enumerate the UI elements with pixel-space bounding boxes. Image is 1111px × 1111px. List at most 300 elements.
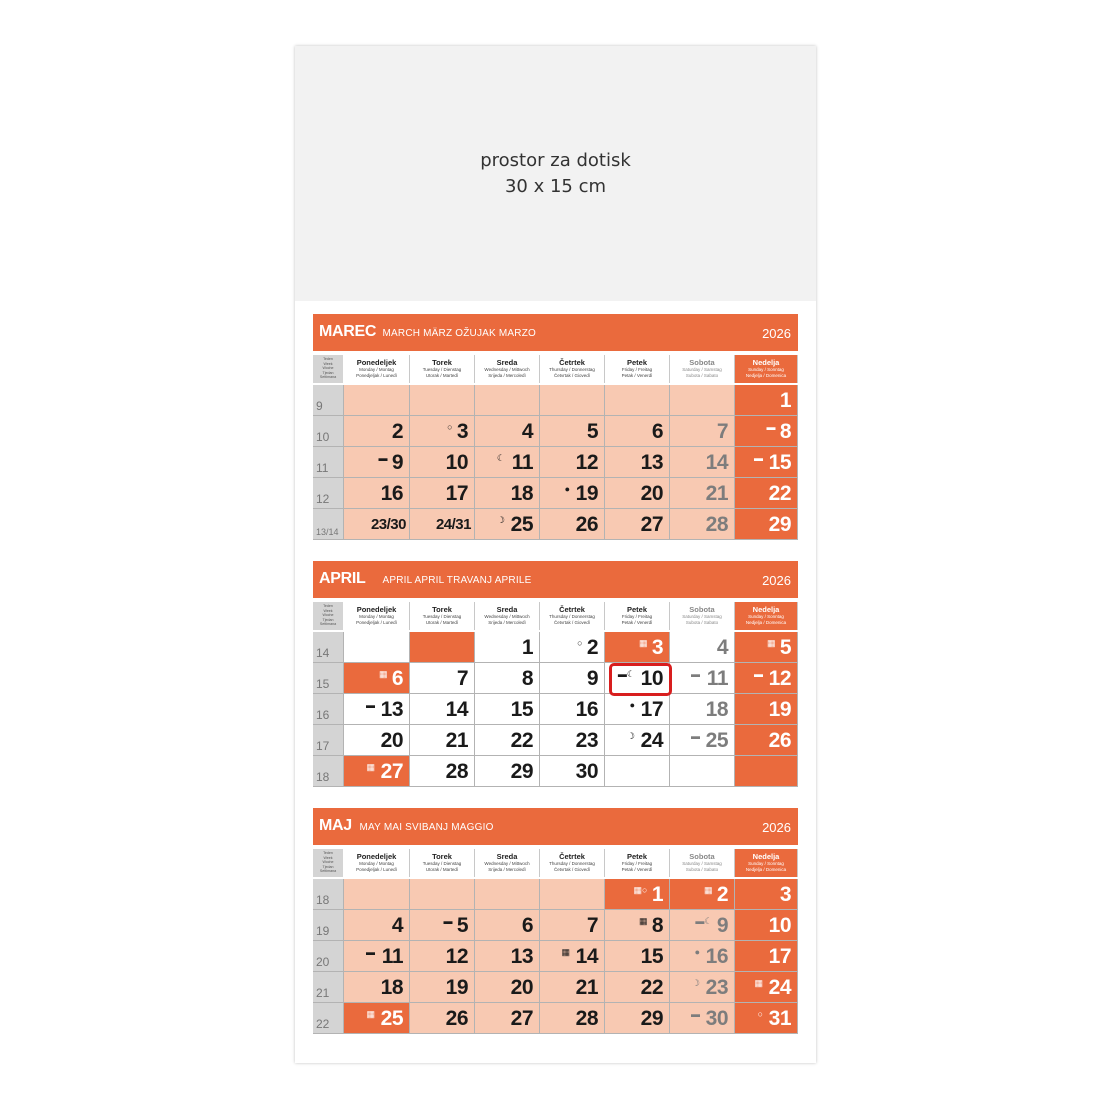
week-column-header [313,602,343,630]
day-cell[interactable] [670,910,735,941]
day-cell[interactable] [735,725,798,756]
week-header-label: Tjedan [322,370,334,375]
day-cell[interactable] [475,1003,540,1034]
weekday-translation: Sunday / Sonntag [748,367,784,372]
weekday-translation: Nedjelja / Domenica [745,620,787,625]
day-cell[interactable] [540,632,605,663]
weekday-header-1 [344,602,410,630]
moon-phase-icon: ▬ [378,453,388,463]
weekday-translation: Ponedjeljak / Lunedì [356,620,397,625]
day-cell[interactable] [410,385,475,416]
day-cell[interactable] [670,385,735,416]
weekday-translation: Srijeda / Mercoledì [488,373,526,378]
day-cell[interactable] [344,416,410,447]
weekday-translation: Friday / Freitag [621,861,653,866]
week-header-label: Teden [323,357,333,361]
day-cell[interactable] [670,725,735,756]
day-cell[interactable] [605,509,670,540]
day-number: 30 [705,1007,728,1030]
week-header-label: Week [323,608,333,613]
week-number-label: 21 [316,986,330,1000]
moon-phase-icon: ☽ [626,731,635,741]
month-translations: MARCH MÄRZ OŽUJAK MARZO [382,328,536,339]
day-cell[interactable] [605,910,670,941]
weekday-translation: Nedjelja / Domenica [745,867,787,872]
day-cell[interactable] [670,632,735,663]
day-number: 27 [380,760,403,783]
day-cell[interactable] [540,416,605,447]
weekday-header-1 [344,355,410,383]
day-cell[interactable] [605,756,670,787]
day-cell[interactable] [605,385,670,416]
week-header-label: Woche [322,613,334,617]
weekday-name: Sreda [496,358,518,367]
day-cell[interactable] [605,725,670,756]
weekday-header-5 [605,849,670,877]
day-cell[interactable] [605,632,670,663]
day-number: 5 [456,914,468,937]
day-cell[interactable] [605,941,670,972]
day-number: 4 [391,914,403,937]
day-cell[interactable] [410,725,475,756]
holiday-icon: ▦ [754,978,763,988]
day-number: 28 [445,760,468,783]
moon-phase-icon: ☽ [496,515,505,525]
day-cell[interactable] [735,879,798,910]
weekday-translation: Utorak / Martedì [425,620,459,625]
day-cell[interactable] [605,972,670,1003]
day-cell[interactable] [475,632,540,663]
weekday-name: Ponedeljek [356,358,397,367]
day-number: 29 [510,760,533,783]
day-cell[interactable] [410,416,475,447]
moon-phase-icon: ▬☾ [695,916,713,926]
day-number: 27 [640,513,663,536]
day-number: 22 [640,976,663,999]
weekday-name: Torek [432,852,452,861]
day-cell[interactable] [344,725,410,756]
day-cell[interactable] [344,632,410,663]
weekday-translation: Četvrtak / Giovedì [553,373,590,378]
day-cell[interactable] [475,663,540,694]
day-cell[interactable] [344,972,410,1003]
day-cell[interactable] [735,416,798,447]
weekday-translation: Tuesday / Dienstag [422,367,462,372]
day-number: 25 [510,513,533,536]
moon-phase-icon: ▦○ [633,885,648,895]
day-number: 23/30 [370,516,406,533]
week-number-label: 10 [316,430,330,444]
moon-phase-icon: ○ [447,422,453,432]
weekday-name: Petek [626,852,647,861]
weekday-translation: Monday / Montag [359,367,394,372]
week-number-label: 18 [316,770,330,784]
day-cell[interactable] [344,447,410,478]
month-name: APRIL [319,570,366,587]
weekday-translation: Saturday / Samstag [682,367,722,372]
moon-phase-icon: ○ [577,638,583,648]
day-cell[interactable] [344,385,410,416]
day-number: 26 [575,513,598,536]
day-cell[interactable] [670,879,735,910]
month-name: MAJ [319,817,352,834]
day-number: 1 [521,636,533,659]
day-cell[interactable] [475,756,540,787]
calendar-sheet [295,46,816,1063]
day-number: 12 [768,667,791,690]
day-cell[interactable] [540,972,605,1003]
day-number: 3 [456,420,468,443]
day-cell[interactable] [540,663,605,694]
day-cell[interactable] [475,972,540,1003]
week-column-header [313,849,343,877]
today-highlight [609,663,672,696]
day-cell[interactable] [605,1003,670,1034]
day-cell[interactable] [344,478,410,509]
month-name: MAREC [319,323,377,340]
day-cell[interactable] [735,478,798,509]
week-number [313,447,344,478]
week-header-label: Tjedan [322,864,334,869]
moon-phase-icon: ▬ [366,700,375,710]
day-number: 21 [575,976,598,999]
day-cell[interactable] [344,756,410,787]
day-cell[interactable] [540,385,605,416]
day-cell[interactable] [670,509,735,540]
day-cell[interactable] [540,725,605,756]
weekday-name: Sobota [689,852,715,861]
day-cell[interactable] [410,632,475,663]
day-cell[interactable] [670,941,735,972]
week-number-label: 22 [316,1017,330,1031]
day-cell[interactable] [670,663,735,694]
weekday-translation: Subota / Sabato [685,867,719,872]
day-cell[interactable] [410,972,475,1003]
day-number: 17 [768,945,791,968]
week-header-label: Teden [323,604,333,608]
moon-phase-icon: ▬ [443,916,453,926]
weekday-translation: Petak / Venerdì [621,867,653,872]
weekday-name: Nedelja [752,852,780,861]
month-block-marec [313,314,798,540]
day-number: 2 [391,420,403,443]
day-number: 11 [511,451,533,474]
day-number: 5 [779,636,791,659]
weekday-header-1 [344,849,410,877]
month-header [313,314,798,351]
weekday-translation: Wednesday / Mittwoch [484,367,530,372]
weekday-translation: Friday / Freitag [621,367,653,372]
weekday-header-6 [670,355,735,383]
day-cell[interactable] [605,416,670,447]
day-cell[interactable] [475,478,540,509]
day-cell[interactable] [410,941,475,972]
weekday-header-4 [540,355,605,383]
moon-phase-icon: ▬☾ [617,669,635,679]
week-number-label: 17 [316,739,330,753]
day-number: 10 [445,451,468,474]
day-number: 9 [391,451,403,474]
day-number: 3 [651,636,663,659]
weekday-translation: Ponedjeljak / Lunedì [356,867,397,872]
week-number [313,663,344,694]
day-cell[interactable] [410,756,475,787]
day-cell[interactable] [540,694,605,725]
day-cell[interactable] [540,1003,605,1034]
week-number-label: 15 [316,677,330,691]
day-cell[interactable] [410,663,475,694]
holiday-icon: ▦ [766,638,776,648]
day-cell[interactable] [670,972,735,1003]
weekday-name: Sreda [496,605,518,614]
weekday-translation: Tuesday / Dienstag [422,614,462,619]
day-cell[interactable] [735,910,798,941]
day-number: 20 [640,482,663,505]
day-cell[interactable] [475,941,540,972]
weekday-translation: Petak / Venerdì [621,620,653,625]
day-number: 15 [640,945,663,968]
week-number [313,879,344,910]
day-cell[interactable] [670,756,735,787]
day-number: 2 [716,883,728,906]
moon-phase-icon: ▬ [366,947,375,957]
weekday-translation: Tuesday / Dienstag [422,861,462,866]
day-cell[interactable] [410,879,475,910]
day-cell[interactable] [475,910,540,941]
day-cell[interactable] [540,941,605,972]
day-number: 28 [705,513,728,536]
day-cell[interactable] [410,447,475,478]
day-number: 23 [575,729,598,752]
day-number: 11 [381,945,403,968]
weekday-translation: Thursday / Donnerstag [549,861,595,866]
week-header-label: Tjedan [322,617,334,622]
day-number: 7 [586,914,598,937]
day-cell[interactable] [540,478,605,509]
day-cell[interactable] [410,478,475,509]
day-cell[interactable] [735,756,798,787]
day-number: 16 [705,945,728,968]
weekday-translation: Friday / Freitag [621,614,653,619]
month-header [313,561,798,598]
day-cell[interactable] [344,910,410,941]
day-number: 6 [651,420,663,443]
week-number [313,910,344,941]
weekday-header-2 [410,849,475,877]
day-number: 13 [640,451,663,474]
day-cell[interactable] [344,509,410,540]
day-number: 8 [779,420,791,443]
day-cell[interactable] [475,416,540,447]
day-cell[interactable] [540,756,605,787]
day-cell[interactable] [735,509,798,540]
day-cell[interactable] [735,1003,798,1034]
weekday-header-6 [670,849,735,877]
day-number: 10 [768,914,791,937]
week-number-label: 9 [316,399,323,413]
weekday-translation: Utorak / Martedì [425,373,459,378]
day-cell[interactable] [344,879,410,910]
day-cell[interactable] [735,694,798,725]
weekday-translation: Srijeda / Mercoledì [488,620,526,625]
day-cell[interactable] [475,725,540,756]
day-cell[interactable] [475,385,540,416]
day-cell[interactable] [410,910,475,941]
day-cell[interactable] [735,447,798,478]
day-cell[interactable] [735,632,798,663]
weekday-translation: Subota / Sabato [685,620,719,625]
day-number: 16 [380,482,403,505]
day-cell[interactable] [344,663,410,694]
day-cell[interactable] [540,879,605,910]
week-number [313,972,344,1003]
day-number: 19 [768,698,791,721]
day-cell[interactable] [475,694,540,725]
week-header-label: Week [323,855,333,860]
week-number [313,1003,344,1034]
day-cell[interactable] [344,694,410,725]
moon-phase-icon: ☽ [691,978,700,988]
day-cell[interactable] [410,694,475,725]
weekday-name: Sobota [689,605,715,614]
weekday-translation: Monday / Montag [359,614,394,619]
weekday-translation: Thursday / Donnerstag [549,614,595,619]
day-cell[interactable] [475,509,540,540]
weekday-header-6 [670,602,735,630]
week-number [313,385,344,416]
week-header-label: Settimana [319,375,337,379]
day-number: 13 [510,945,533,968]
weekday-header-4 [540,849,605,877]
day-number: 12 [445,945,468,968]
weekday-translation: Saturday / Samstag [682,614,722,619]
day-number: 18 [510,482,533,505]
day-number: 13 [380,698,403,721]
day-number: 16 [575,698,598,721]
month-translations: MAY MAI SVIBANJ MAGGIO [359,822,494,833]
moon-phase-icon: ▬ [766,422,776,432]
day-cell[interactable] [344,941,410,972]
weekday-header-3 [475,849,540,877]
day-number: 1 [779,389,791,412]
weekday-name: Torek [432,605,452,614]
week-number [313,509,344,540]
weekday-header-2 [410,602,475,630]
day-number: 12 [575,451,598,474]
week-number-label: 13/14 [316,527,339,537]
day-cell[interactable] [605,879,670,910]
day-cell[interactable] [605,447,670,478]
day-cell[interactable] [670,478,735,509]
day-cell[interactable] [735,385,798,416]
month-header [313,808,798,845]
weekday-name: Ponedeljek [356,605,397,614]
day-cell[interactable] [670,447,735,478]
weekday-translation: Nedjelja / Domenica [745,373,787,378]
day-cell[interactable] [475,447,540,478]
day-number: 14 [445,698,468,721]
month-year: 2026 [762,573,791,588]
day-cell[interactable] [540,509,605,540]
moon-phase-icon: ▬ [691,669,700,679]
day-cell[interactable] [670,1003,735,1034]
day-cell[interactable] [605,478,670,509]
day-number: 4 [521,420,533,443]
week-header-label: Teden [323,851,333,855]
day-number: 7 [456,667,468,690]
day-number: 23 [705,976,728,999]
weekday-translation: Saturday / Samstag [682,861,722,866]
week-column-header [313,355,343,383]
day-cell[interactable] [735,972,798,1003]
weekday-translation: Sunday / Sonntag [748,614,784,619]
day-number: 17 [640,698,663,721]
day-number: 26 [768,729,791,752]
day-number: 24 [768,976,791,999]
day-number: 29 [768,513,791,536]
day-number: 1 [651,883,663,906]
weekday-name: Četrtek [559,852,585,861]
week-number-label: 12 [316,492,330,506]
day-cell[interactable] [670,416,735,447]
day-cell[interactable] [670,694,735,725]
week-number [313,632,344,663]
weekday-name: Četrtek [559,358,585,367]
day-number: 21 [705,482,728,505]
weekday-name: Nedelja [752,358,780,367]
weekday-name: Četrtek [559,605,585,614]
weekday-name: Petek [626,358,647,367]
moon-phase-icon: ▬ [754,453,763,463]
day-cell[interactable] [540,910,605,941]
day-cell[interactable] [735,663,798,694]
day-number: 14 [575,945,598,968]
day-number: 19 [575,482,598,505]
day-number: 26 [445,1007,468,1030]
week-number [313,941,344,972]
weekday-name: Sreda [496,852,518,861]
day-number: 9 [586,667,598,690]
weekday-translation: Subota / Sabato [685,373,719,378]
day-cell[interactable] [735,941,798,972]
day-cell[interactable] [344,1003,410,1034]
weekday-translation: Sunday / Sonntag [748,861,784,866]
day-number: 4 [716,636,728,659]
weekday-header-5 [605,602,670,630]
day-cell[interactable] [410,1003,475,1034]
week-number [313,694,344,725]
holiday-icon: ▦ [378,669,388,679]
weekday-header-7 [735,355,798,383]
day-cell[interactable] [410,509,475,540]
week-number [313,416,344,447]
day-number: 8 [651,914,663,937]
day-number: 20 [510,976,533,999]
day-cell[interactable] [475,879,540,910]
day-number: 10 [640,667,663,690]
weekday-translation: Monday / Montag [359,861,394,866]
week-number-label: 16 [316,708,330,722]
day-number: 27 [510,1007,533,1030]
day-cell[interactable] [540,447,605,478]
day-number: 22 [510,729,533,752]
week-number-label: 18 [316,893,330,907]
day-number: 15 [768,451,791,474]
day-number: 19 [445,976,468,999]
month-block-maj [313,808,798,1034]
day-cell[interactable] [605,694,670,725]
holiday-icon: ▦ [561,947,570,957]
